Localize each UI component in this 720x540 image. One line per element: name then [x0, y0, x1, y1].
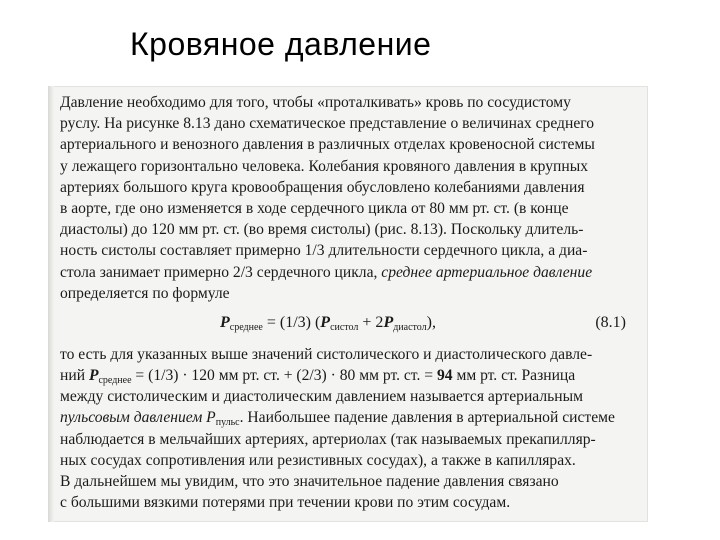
text-line	[60, 365, 640, 386]
result-value: 94	[436, 367, 453, 385]
term-mean-pressure: среднее артериальное давление	[381, 263, 593, 281]
text-line: артериального и венозного давления в различных отделах кровеносной системы	[60, 136, 595, 154]
text-line	[60, 407, 640, 428]
slide-title: Кровяное давление	[130, 26, 432, 62]
text-line: артериях большого круга кровообращения обусловлено колебаниями давления	[60, 178, 585, 196]
text-line: диастолы) до 120 мм рт. ст. (во время систолы) (рис. 8.13). Поскольку длитель-	[60, 221, 584, 239]
formula-symbol: P	[320, 313, 331, 331]
text-line: то есть для указанных выше значений систолического и диастолического давле-	[60, 345, 593, 363]
text-sub-pulse: пульс	[215, 417, 240, 429]
formula-symbol: P	[220, 313, 230, 331]
equation-number: (8.1)	[595, 313, 626, 331]
text-line: В дальнейшем мы увидим, что это значительное падение давления связано	[60, 473, 559, 490]
text-line: ность систолы составляет примерно 1/3 длительности сердечного цикла, а диа-	[60, 242, 588, 260]
formula-symbol: P	[383, 313, 394, 331]
text-fragment: мм рт. ст. Разница	[452, 367, 576, 385]
text-line: Давление необходимо для того, чтобы «проталкивать» кровь по сосудистому	[60, 94, 571, 111]
formula-part: + 2	[358, 313, 384, 331]
text-fragment: . Наибольшее падение давления в артериальной системе	[239, 409, 615, 427]
text-line: в аорте, где оно изменяется в ходе сердечного цикла от 80 мм рт. ст. (в конце	[60, 199, 569, 217]
formula-part: ),	[426, 313, 436, 331]
scan-shadow-edge	[48, 86, 54, 522]
text-line	[60, 262, 640, 283]
text-fragment: = (1/3) · 120 мм рт. ст. + (2/3) · 80 мм рт. ст. =	[131, 367, 437, 385]
text-line: ных сосудах сопротивления или резистивных сосудах), а также в капиллярах.	[60, 451, 576, 469]
text-line: определяется по формуле	[60, 284, 230, 302]
text-line: наблюдается в мельчайших артериях, артериолах (так называемых прекапилляр-	[60, 430, 596, 448]
text-line: с большими вязкими потерями при течении крови по этим сосудам.	[60, 494, 511, 512]
text-sub-mean: среднее	[98, 375, 132, 387]
page-text	[60, 92, 640, 513]
formula	[220, 312, 436, 338]
text-line: руслу. На рисунке 8.13 дано схематическое представление о величинах среднего	[60, 115, 595, 133]
text-fragment: ний	[60, 367, 89, 385]
formula-sub-mean: среднее	[229, 321, 263, 333]
formula-part: = (1/3) (	[262, 313, 321, 331]
text-line: у лежащего горизонтально человека. Колебания кровяного давления в крупных	[60, 157, 589, 175]
formula-sub-diastole: диастол	[393, 321, 427, 333]
text-fragment: стола занимает примерно 2/3 сердечного цикла,	[60, 263, 382, 281]
term-pulse-pressure: пульсовым давлением P	[60, 409, 216, 427]
formula-sub-systole: систол	[330, 321, 359, 333]
text-line: между систолическим и диастолическим давлением называется артериальным	[60, 388, 583, 406]
formula-symbol: P	[88, 367, 99, 385]
formula-block	[60, 304, 640, 344]
